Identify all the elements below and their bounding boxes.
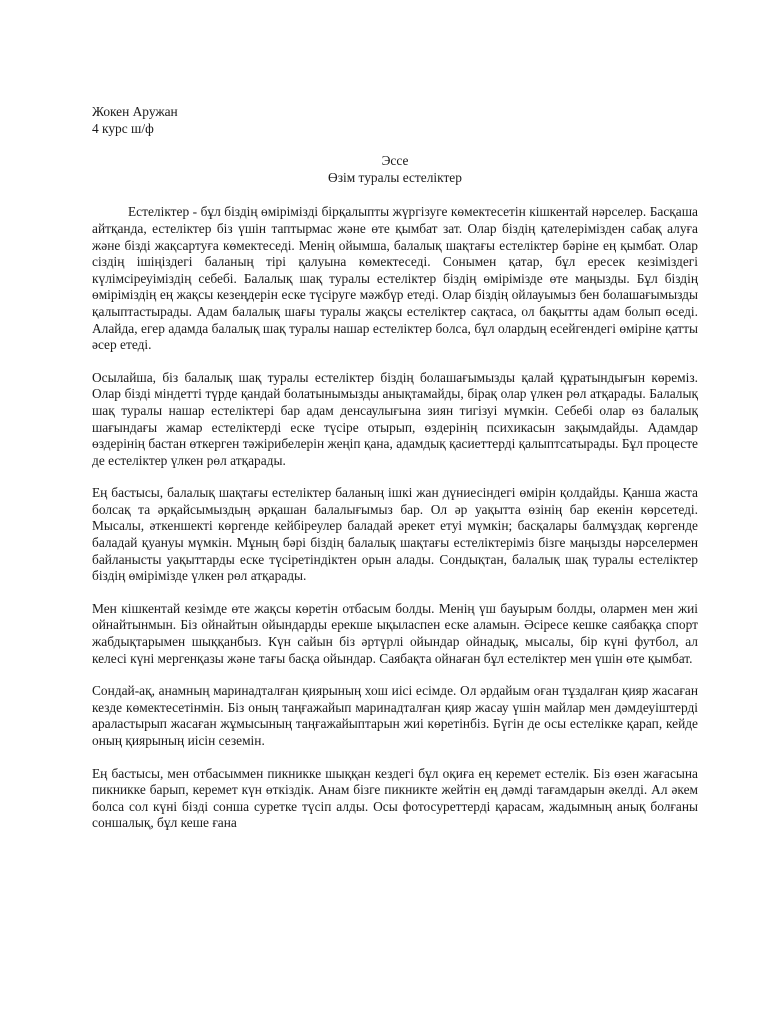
essay-title: Өзім туралы естеліктер: [328, 169, 462, 185]
essay-paragraph-5: Сондай-ақ, анамның маринадталған қиярының хош иісі есімде. Ол әрдайым оған тұздалған қияр жасаған кезде көмектесетінмін. Біз оның таңғажайып маринадталған қияр жасау үшін майлар мен дәмдеуіштерді араластырып жасаған жұмысының таңғажайыптарын жиі көретінбіз. Бүгін де осы естелікке қарап, кейде оның қиярының иісін сеземін.: [92, 683, 698, 748]
author-name: Жокен Аружан: [92, 104, 178, 119]
essay-paragraph-2: Осылайша, біз балалық шақ туралы естеліктер біздің болашағымызды қалай құратындығын көреміз. Олар бізді міндетті түрде қандай болатынымызды анықтамайды, бірақ олар үлкен рөл атқарады. Балалық шақ туралы нашар естеліктері бар адам денсаулығына зиян тигізуі мүмкін. Себебі олар өз балалық шағындағы жамар естеліктерді еске түсіре отырып, өздерінің психикасын зақымдайды. Адамдар өздерінің бастан өткерген тәжірибелерін жеңіп қана, адамдық қасиеттерді қалыптсатырады. Бұл процесте де естеліктер үлкен рөл атқарады.: [92, 369, 698, 468]
course-info: 4 курс ш/ф: [92, 120, 154, 136]
essay-page: [92, 104, 698, 832]
essay-paragraph-6: Ең бастысы, мен отбасыммен пикникке шыққан кездегі бұл оқиға ең керемет естелік. Біз өзен жағасына пикникке барып, керемет күн өткіздік. Анам бізге пикникте жейтін ең дәмді тағамдарын әкелді. Ал әкем болса сол күні бізді сонша суретке түсіп алды. Осы фотосуреттерді қарасам, жадымның анық болғаны соншалық, бұл кеше ғана: [92, 765, 698, 831]
essay-paragraph-4: Мен кішкентай кезімде өте жақсы көретін отбасым болды. Менің үш бауырым болды, олармен мен жиі ойнайтынмын. Біз ойнайтын ойындарды ерекше ықыласпен еске аламын. Әсіресе кешке саябаққа спорт жабдықтарымен шыққанбыз. Күн сайын біз әртүрлі ойындар ойнадық, мысалы, бір күні футбол, ал келесі күні мергенқазы және тағы басқа ойындар. Саябақта ойнаған бұл естеліктер мен үшін өте қымбат.: [92, 600, 698, 666]
essay-paragraph-3: Ең бастысы, балалық шақтағы естеліктер баланың ішкі жан дүниесіндегі өмірін қолдайды. Қанша жаста болсақ та әрқайсымыздың әрқашан балалығымыз бар. Ол әр уақытта өзінің бар екенін көрсетеді. Мысалы, әткеншекті көргенде кейбіреулер баладай әрекет етуі мүмкін; басқалары балмұздақ көргенде баладай қуануы мүмкін. Мұның бәрі біздің балалық шақтағы естеліктеріміз бізге маңызды нәрселермен байланысты уақыттарды еске түсіретіндіктен орын алады. Сондықтан, балалық шақ туралы естеліктер біздің өмірімізде үлкен рөл атқарады.: [92, 485, 698, 584]
essay-genre: Эссе: [381, 153, 409, 169]
essay-paragraph-1: Естеліктер - бұл біздің өмірімізді бірқалыпты жүргізуге көмектесетін кішкентай нәрселер. Басқаша айтқанда, естеліктер біз үшін таптырмас және өте қымбат зат. Олар біздің қателерімізден сабақ алуға және бізді жақсартуға көмектеседі. Менің ойымша, балалық шақтағы естеліктер бәріне ең қымбат. Олар сіздің ішіңіздегі баланың тірі қалуына көмектеседі. Сонымен қатар, бұл ересек кезіміздегі күлімсіреуіміздің себебі. Балалық шақ туралы естеліктер біздің өмірімізде өте маңызды. Бұл біздің өміріміздің ең жақсы кезеңдерін еске түсіруге мәжбүр етеді. Олар біздің ойлауымыз бен болашағымызды қалыптастырады. Адам балалық шағы туралы жақсы естеліктер сақтаса, ол бақытты адам болып өседі. Алайда, егер адамда балалық шақ туралы нашар естеліктер болса, бұл олардың есейгендегі өміріне қатты әсер етеді.: [92, 204, 698, 353]
